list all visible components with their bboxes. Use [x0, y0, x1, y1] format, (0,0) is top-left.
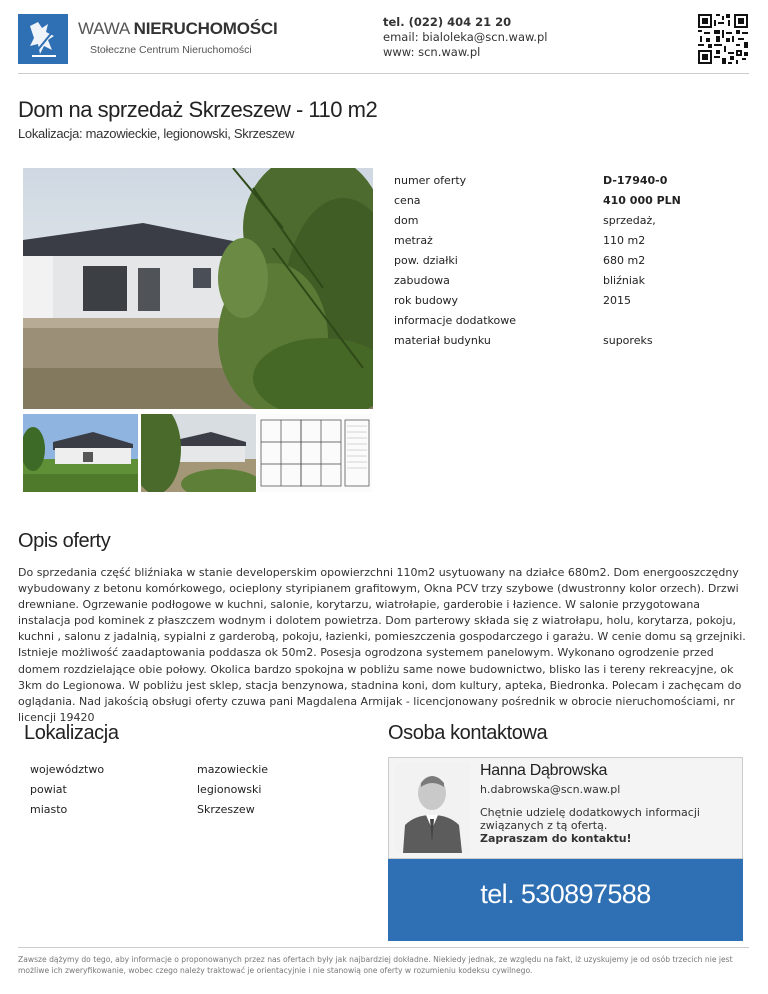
detail-row-material: materiał budynku suporeks — [394, 334, 653, 347]
contact-phone-banner[interactable] — [388, 859, 743, 941]
location-heading: Lokalizacja — [24, 722, 119, 744]
thumbnail-photo-1[interactable] — [23, 414, 138, 492]
agency-www[interactable]: www: scn.waw.pl — [383, 45, 481, 59]
detail-row-area: metraż 110 m2 — [394, 234, 646, 247]
agency-phone[interactable]: tel. (022) 404 21 20 — [383, 15, 512, 29]
page-title: Dom na sprzedaż Skrzeszew - 110 m2 — [18, 97, 378, 122]
main-photo[interactable] — [23, 168, 373, 409]
brand-name: WAWA NIERUCHOMOŚCI — [78, 19, 278, 38]
avatar — [395, 763, 470, 853]
detail-row-type: dom sprzedaż, — [394, 214, 656, 227]
thumbnail-floorplan[interactable] — [257, 414, 372, 492]
detail-row-price: cena 410 000 PLN — [394, 194, 681, 207]
location-row-voivodeship: województwo mazowieckie — [30, 763, 269, 776]
thumbnail-photo-2[interactable] — [141, 414, 256, 492]
contact-name: Hanna Dąbrowska — [480, 762, 608, 779]
contact-email[interactable]: h.dabrowska@scn.waw.pl — [480, 783, 621, 796]
detail-row-year-built: rok budowy 2015 — [394, 294, 631, 307]
location-table — [30, 760, 360, 820]
detail-row-offer-number: numer oferty D-17940-0 — [394, 174, 668, 187]
location-line: Lokalizacja: mazowieckie, legionowski, Skrzeszew — [18, 126, 295, 141]
logo-icon — [18, 14, 68, 64]
agency-contact — [383, 15, 548, 60]
detail-row-building-type: zabudowa bliźniak — [394, 274, 646, 287]
footer-disclaimer: Zawsze dążymy do tego, aby informacje o proponowanych przez nas ofertach były jak najbardziej dokładne. Niekiedy jednak, ze względu na fakt, iż uzyskujemy je od osób trzecich nie jest możliwe ich zweryfikowanie, wobec czego należy traktować je orientacyjnie i nie stanowią one oferty w rozumieniu kodeksu cywilnego. — [18, 955, 733, 975]
agency-email[interactable]: email: bialoleka@scn.waw.pl — [383, 30, 548, 44]
qr-code-icon — [698, 14, 748, 64]
offer-details-table — [394, 171, 748, 351]
brand-subtitle: Stołeczne Centrum Nieruchomości — [90, 44, 252, 56]
footer-divider — [18, 947, 749, 948]
detail-row-plot-area: pow. działki 680 m2 — [394, 254, 646, 267]
location-row-city: miasto Skrzeszew — [30, 803, 255, 816]
contact-heading: Osoba kontaktowa — [388, 722, 548, 744]
contact-phone[interactable]: tel. 530897588 — [480, 879, 651, 909]
page-header — [18, 14, 749, 74]
contact-message: Chętnie udzielę dodatkowych informacji związanych z tą ofertą. Zapraszam do kontaktu! — [480, 806, 700, 845]
location-row-county: powiat legionowski — [30, 783, 262, 796]
description-heading: Opis oferty — [18, 530, 111, 552]
detail-row-additional-info: informacje dodatkowe — [394, 314, 517, 327]
description-text: Do sprzedania część bliźniaka w stanie developerskim opowierzchni 110m2 usytuowany na działce 680m2. Dom energooszczędny wybudowany z betonu komórkowego, ocieplony styripianem grafitowym, Okna PCV trzy szybowe (dwustronny kolor orzech). Drzwi drewniane. Ogrzewanie podłogowe w kuchni, salonie, korytarzu, wiatrołapie, garderobie i łazience. W salonie przygotowana instalacja pod kominek z płaszczem wodnym i dolotem powietrza. Dom parterowy składa się z wiatrołapu, holu, korytarza, pokoju, kuchni , salonu z jadalnią, sypialni z garderobą, pokoju, łazienki, pomieszczenia gospodarczego i garażu. W cenie domu są grzejniki. Istnieje możliwość zaadaptowania poddasza ok 50m2. Posesja ogrodzona systemem panelowym. Wykonano ogrodzenie przed domem rozdzielające obie połowy. Okolica bardzo spokojna w pobliżu same nowe budownictwo, blisko las i tereny rekreacyjne, ok 3km do Legionowa. W pobliżu jest sklep, stacja benzynowa, stadnina koni, dom kultury, apteka, Biedronka. Polecam i zachęcam do oglądania. Nad jakością obsługi oferty czuwa pani Magdalena Armijak - licencjonowany pośrednik w obrocie nieruchomościami, nr licencji 19420 — [18, 566, 746, 724]
contact-person-card — [388, 757, 743, 859]
